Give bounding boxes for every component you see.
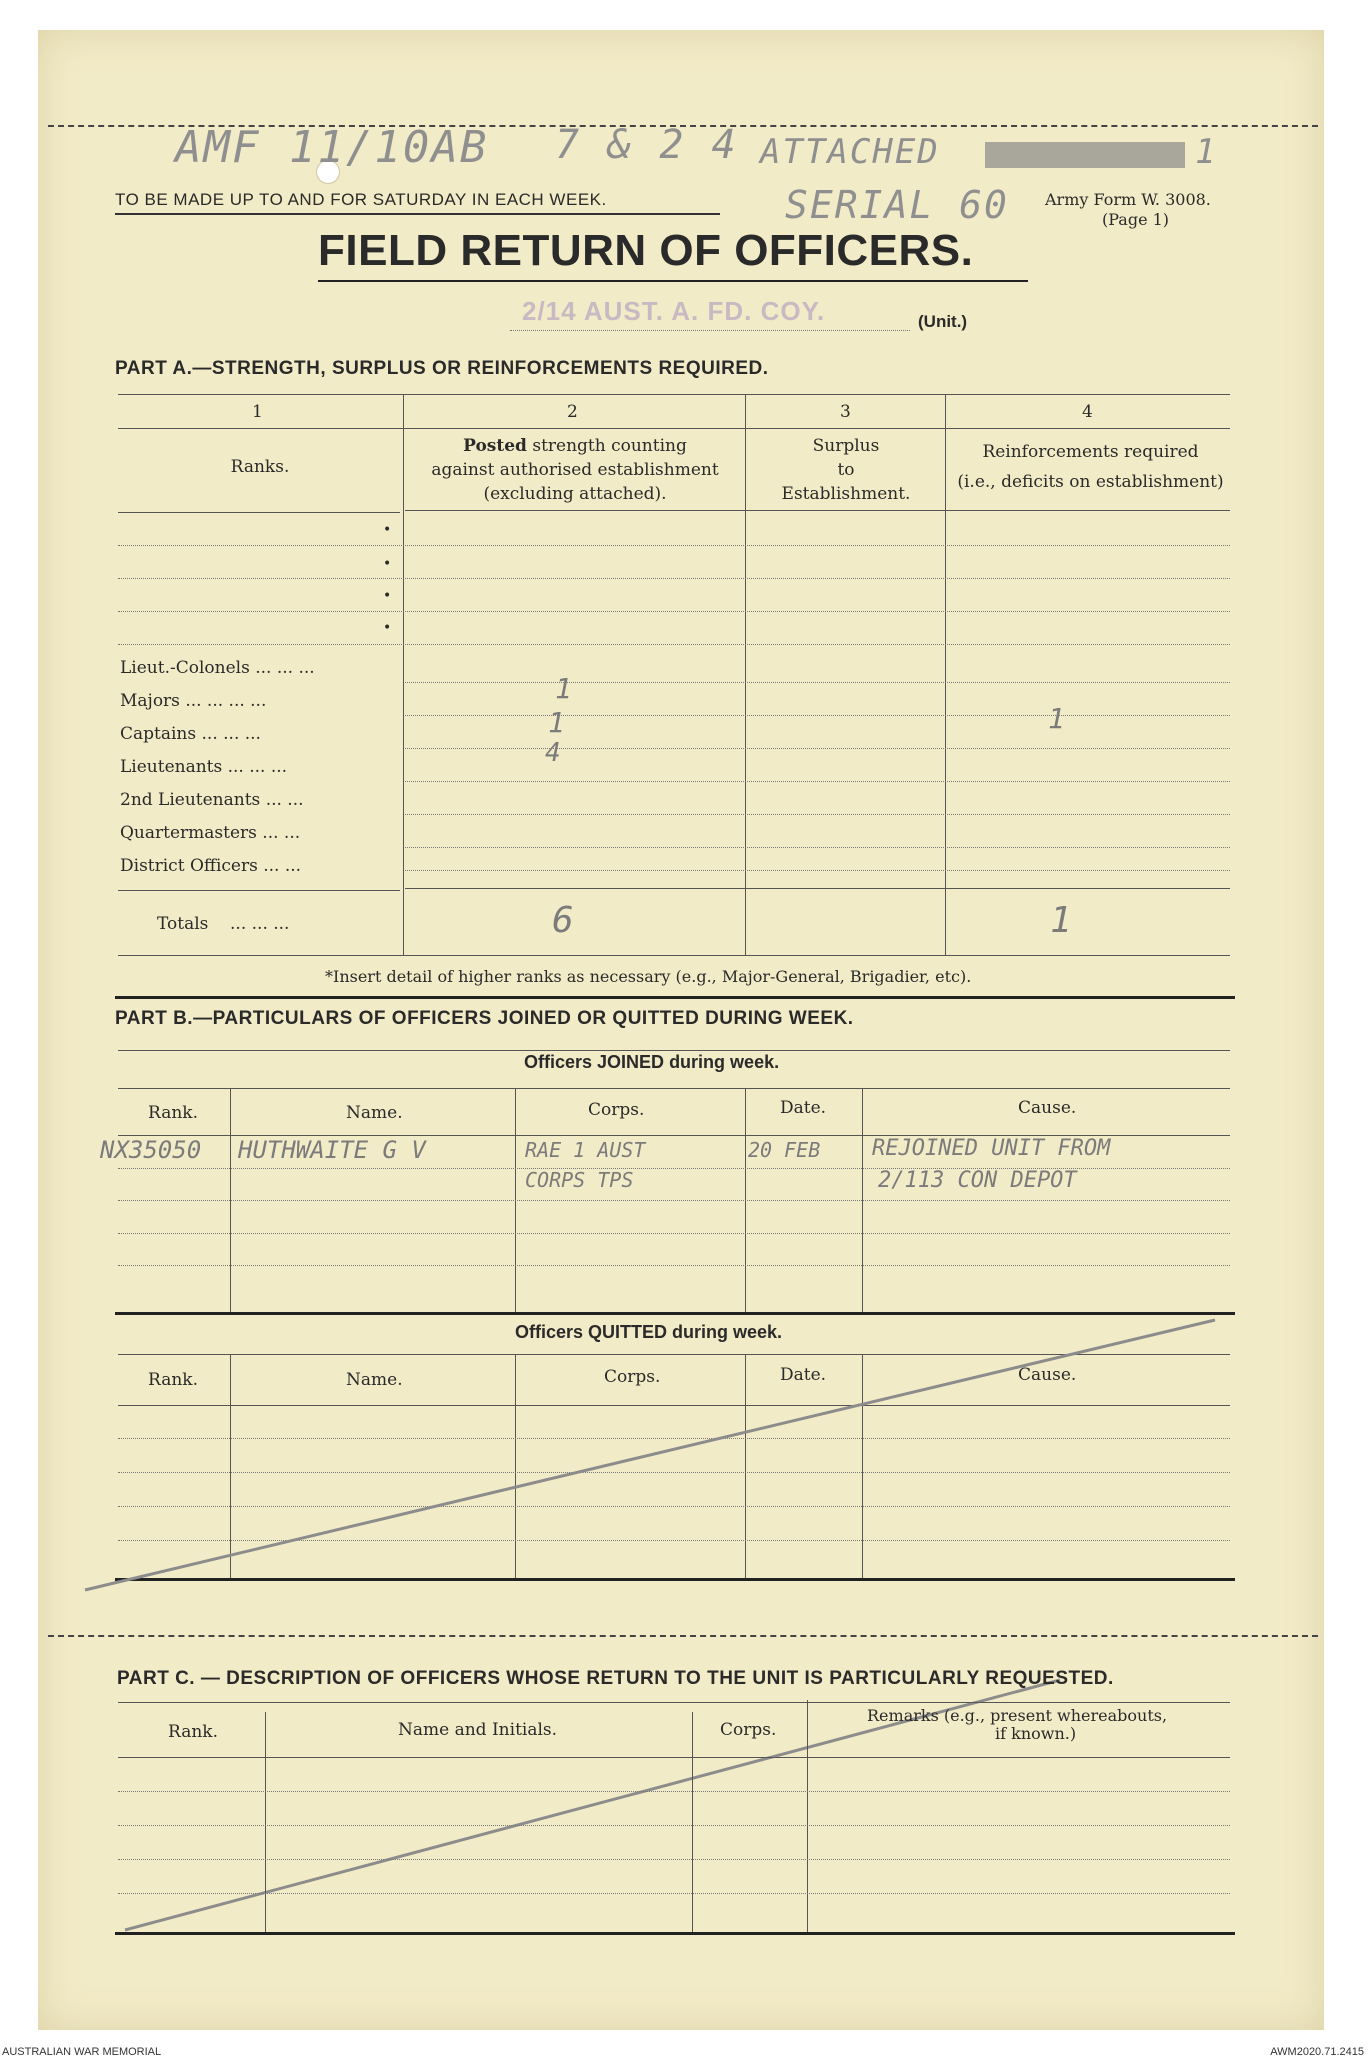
rank-label: District Officers xyxy=(120,856,258,876)
rank-dots: ... ... ... xyxy=(201,724,261,744)
joined-title-c: during week. xyxy=(664,1052,780,1072)
asterisk-dot: • xyxy=(383,620,392,636)
page-number: (Page 1) xyxy=(1102,210,1170,229)
joined-corps-value-1: RAE 1 AUST xyxy=(525,1138,646,1162)
footer-left: AUSTRALIAN WAR MEMORIAL xyxy=(2,2046,162,2058)
part-c-divider-3 xyxy=(807,1700,808,1934)
part-c-divider-2 xyxy=(692,1712,693,1934)
footnote: *Insert detail of higher ranks as necessary (e.g., Major-General, Brigadier, etc). xyxy=(325,967,972,986)
col-header-surplus-line2: to xyxy=(837,460,855,480)
quitted-col-name: Name. xyxy=(346,1370,403,1390)
col-header-ranks: Ranks. xyxy=(230,457,290,477)
col-number-4: 4 xyxy=(1082,402,1093,422)
part-c-row-line xyxy=(118,1791,1230,1792)
rank-label: Quartermasters xyxy=(120,823,257,843)
col-header-posted-line3: (excluding attached). xyxy=(483,484,667,504)
army-form-number: Army Form W. 3008. xyxy=(1045,190,1211,209)
col-header-surplus-line1: Surplus xyxy=(812,436,880,456)
rank-dots: ... ... xyxy=(262,823,301,843)
rank-label: Lieut.-Colonels xyxy=(120,658,250,678)
col-header-surplus-line3: Establishment. xyxy=(781,484,911,504)
col-header-posted-line2: against authorised establishment xyxy=(431,460,719,480)
rank-dots: ... ... ... xyxy=(255,658,315,678)
reinf-captains: 1 xyxy=(1048,702,1065,735)
rank-dots: ... ... xyxy=(265,790,304,810)
instruction-text: TO BE MADE UP TO AND FOR SATURDAY IN EACH WEEK. xyxy=(115,190,607,209)
rank-label: 2nd Lieutenants xyxy=(120,790,261,810)
totals-text: Totals xyxy=(157,914,209,934)
joined-title-a: Officers xyxy=(524,1052,598,1072)
joined-name-value: HUTHWAITE G V xyxy=(238,1136,426,1164)
joined-title-b: JOINED xyxy=(597,1052,665,1072)
posted-lieutenants: 4 xyxy=(545,738,561,768)
quitted-col-cause: Cause. xyxy=(1018,1365,1077,1385)
part-a-heading: PART A.—STRENGTH, SURPLUS OR REINFORCEMENTS REQUIRED. xyxy=(115,358,769,379)
unit-label: (Unit.) xyxy=(918,312,968,331)
quitted-col-rank: Rank. xyxy=(148,1370,198,1390)
joined-col-name: Name. xyxy=(346,1103,403,1123)
part-c-row-line xyxy=(118,1825,1230,1826)
rank-dots: ... ... xyxy=(263,856,302,876)
col-number-2: 2 xyxy=(567,402,578,422)
totals-dots: ... ... ... xyxy=(230,914,290,934)
handwritten-attached: ATTACHED xyxy=(760,132,940,172)
joined-cause-value-1: REJOINED UNIT FROM xyxy=(872,1136,1111,1161)
asterisk-dot: • xyxy=(383,522,392,538)
part-c-col-corps: Corps. xyxy=(720,1720,777,1740)
joined-col-date: Date. xyxy=(780,1098,827,1118)
col-number-3: 3 xyxy=(840,402,851,422)
totals-reinf: 1 xyxy=(1050,900,1072,941)
part-c-row-line xyxy=(118,1859,1230,1860)
col-header-reinforcements-line1: Reinforcements required xyxy=(982,442,1199,462)
posted-rest: strength counting xyxy=(526,436,687,456)
part-b-heading: PART B.—PARTICULARS OF OFFICERS JOINED OR QUITTED DURING WEEK. xyxy=(115,1008,854,1029)
joined-col-cause: Cause. xyxy=(1018,1098,1077,1118)
lower-dashed-rule xyxy=(48,1635,1318,1637)
part-c-heading: PART C. — DESCRIPTION OF OFFICERS WHOSE RETURN TO THE UNIT IS PARTICULARLY REQUESTED. xyxy=(117,1668,1114,1689)
joined-rank-value: NX35050 xyxy=(100,1136,202,1164)
form-title: FIELD RETURN OF OFFICERS. xyxy=(318,226,974,275)
handwritten-serial: SERIAL 60 xyxy=(785,183,1009,227)
asterisk-dot: • xyxy=(383,588,392,604)
joined-date-value: 20 FEB xyxy=(748,1138,821,1162)
part-c-col-remarks-1: Remarks (e.g., present whereabouts, xyxy=(867,1706,1168,1725)
handwritten-attached-end: 1 xyxy=(1195,132,1218,172)
asterisk-dot: • xyxy=(383,556,392,572)
part-c-header-bottom xyxy=(118,1757,1230,1758)
col-header-reinforcements-line2: (i.e., deficits on establishment) xyxy=(957,472,1224,492)
quitted-title-a: Officers xyxy=(515,1322,589,1342)
unit-stamp: 2/14 AUST. A. FD. COY. xyxy=(522,296,826,326)
quitted-col-corps: Corps. xyxy=(604,1367,661,1387)
handwritten-number: 7 & 2 4 xyxy=(555,122,738,168)
part-c-bottom-rule xyxy=(115,1932,1235,1935)
quitted-col-date: Date. xyxy=(780,1365,827,1385)
joined-cause-value-2: 2/113 CON DEPOT xyxy=(878,1168,1077,1193)
quitted-title-b: QUITTED xyxy=(588,1322,668,1342)
part-c-col-name: Name and Initials. xyxy=(398,1720,558,1740)
part-c-col-rank: Rank. xyxy=(168,1722,218,1742)
rank-dots: ... ... ... xyxy=(227,757,288,777)
part-c-divider-1 xyxy=(265,1712,266,1934)
quitted-title-c: during week. xyxy=(667,1322,783,1342)
joined-corps-value-2: CORPS TPS xyxy=(525,1168,634,1192)
rank-label: Lieutenants xyxy=(120,757,223,777)
posted-majors: 1 xyxy=(555,672,572,705)
rank-label: Captains xyxy=(120,724,197,744)
footer-right: AWM2020.71.2415 xyxy=(1270,2046,1364,2058)
totals-posted: 6 xyxy=(552,900,574,941)
col-number-1: 1 xyxy=(252,402,263,422)
joined-col-corps: Corps. xyxy=(588,1100,645,1120)
rank-label: Majors xyxy=(120,691,180,711)
part-c-top-rule xyxy=(118,1702,1230,1703)
posted-bold: Posted xyxy=(463,436,527,456)
part-c-row-line xyxy=(118,1893,1230,1894)
posted-captains: 1 xyxy=(548,706,565,739)
rank-dots: ... ... ... ... xyxy=(185,691,267,711)
part-c-col-remarks-2: if known.) xyxy=(995,1724,1077,1743)
handwritten-reference: AMF 11/10AB xyxy=(175,122,489,173)
quitted-strike-line xyxy=(85,1320,1215,1590)
joined-col-rank: Rank. xyxy=(148,1103,198,1123)
